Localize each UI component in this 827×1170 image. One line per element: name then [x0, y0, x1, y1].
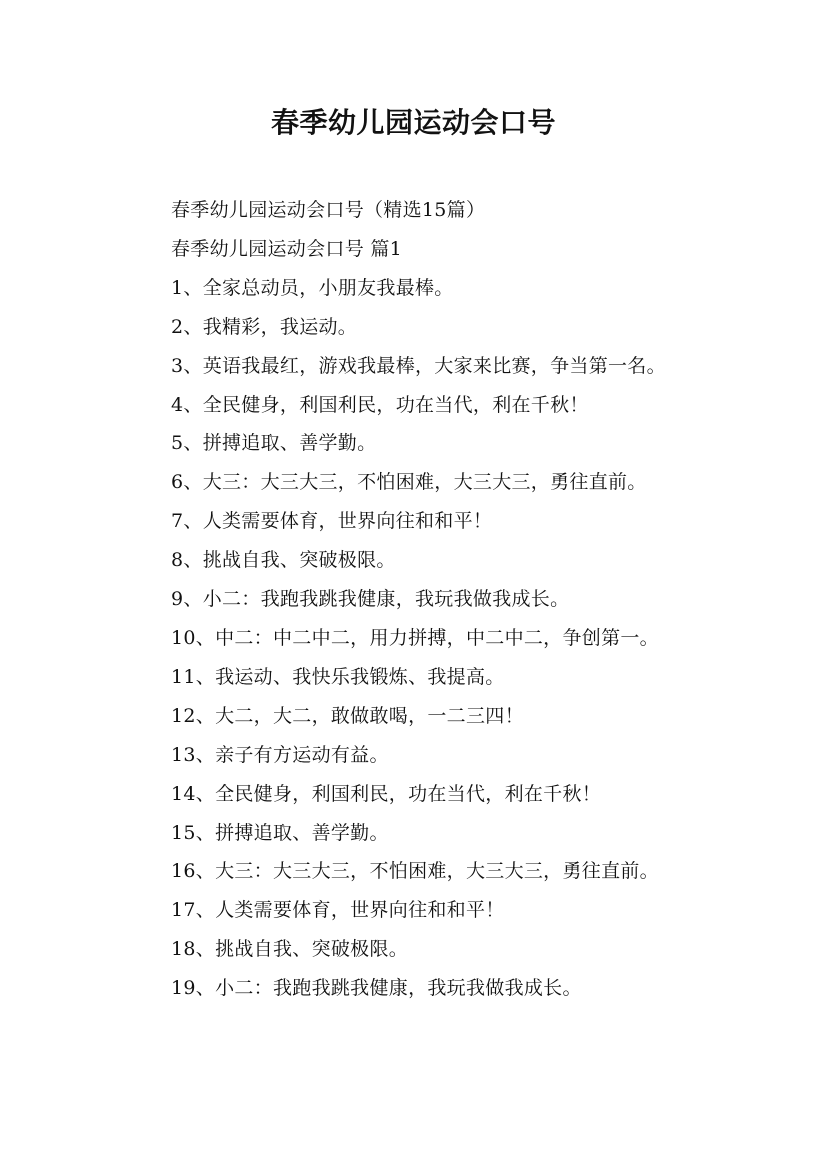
- document-body: [126, 191, 706, 1008]
- paragraph: 6、大三：大三大三，不怕困难，大三大三，勇往直前。: [171, 471, 647, 494]
- paragraph: 10、中二：中二中二，用力拼搏，中二中二，争创第一。: [171, 626, 659, 649]
- paragraph: 16、大三：大三大三，不怕困难，大三大三，勇往直前。: [171, 860, 659, 883]
- paragraph: 13、亲子有方运动有益。: [171, 743, 389, 766]
- paragraph: 14、全民健身，利国利民，功在当代，利在千秋！: [171, 782, 602, 805]
- paragraph: 4、全民健身，利国利民，功在当代，利在千秋！: [171, 393, 589, 416]
- paragraph: 8、挑战自我、突破极限。: [171, 549, 396, 572]
- paragraph: 3、英语我最红，游戏我最棒，大家来比赛，争当第一名。: [171, 354, 666, 377]
- paragraph: 19、小二：我跑我跳我健康，我玩我做我成长。: [171, 977, 582, 1000]
- paragraph: 15、拼搏追取、善学勤。: [171, 821, 389, 844]
- paragraph: 9、小二：我跑我跳我健康，我玩我做我成长。: [171, 588, 570, 611]
- paragraph: 18、挑战自我、突破极限。: [171, 938, 409, 961]
- paragraph: 17、人类需要体育，世界向往和和平！: [171, 899, 505, 922]
- paragraph: 2、我精彩，我运动。: [171, 315, 358, 338]
- paragraph: 11、我运动、我快乐我锻炼、我提高。: [171, 665, 505, 688]
- paragraph: 春季幼儿园运动会口号 篇1: [171, 237, 403, 260]
- paragraph: 5、拼搏追取、善学勤。: [171, 432, 377, 455]
- paragraph: 12、大二，大二，敢做敢喝，一二三四！: [171, 704, 524, 727]
- document-title: 春季幼儿园运动会口号: [270, 106, 556, 139]
- paragraph: 7、人类需要体育，世界向往和和平！: [171, 510, 493, 533]
- paragraph: 1、全家总动员，小朋友我最棒。: [171, 276, 454, 299]
- paragraph: 春季幼儿园运动会口号（精选15篇）: [171, 199, 486, 221]
